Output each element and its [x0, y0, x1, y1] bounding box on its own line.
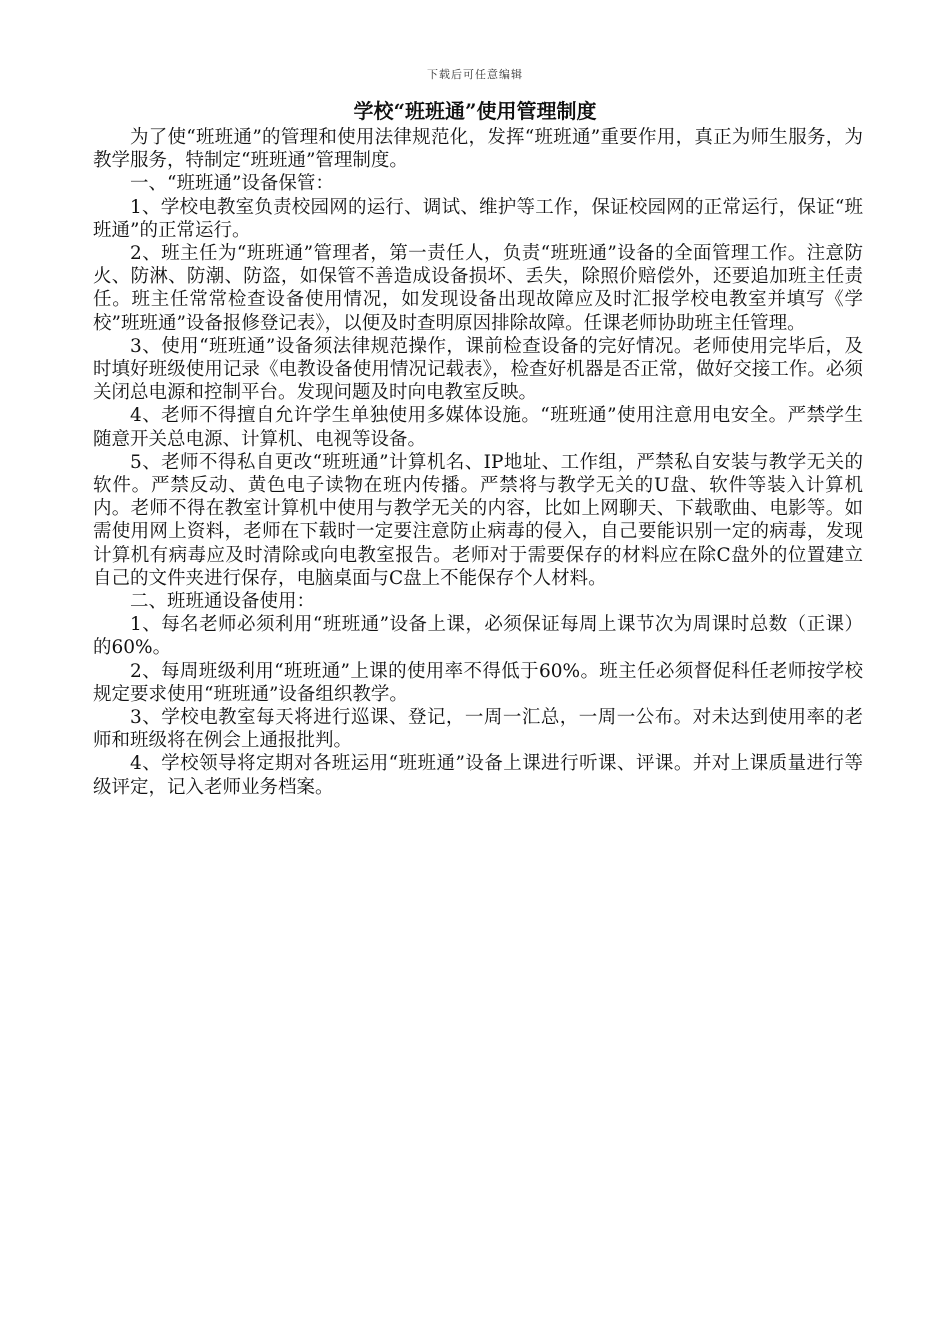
paragraph-intro: 为了使“班班通”的管理和使用法律规范化，发挥“班班通”重要作用，真正为师生服务，为教学服务，特制定“班班通”管理制度。 — [93, 127, 863, 172]
document-body — [93, 126, 863, 799]
paragraph-2-4: 4、学校领导将定期对各班运用“班班通”设备上课进行听课、评课。并对上课质量进行等级评定，记入老师业务档案。 — [93, 753, 863, 798]
section-heading-1: 一、“班班通”设备保管： — [130, 173, 334, 195]
paragraph-1-5: 5、老师不得私自更改“班班通”计算机名、IP地址、工作组，严禁私自安装与教学无关的软件。严禁反动、黄色电子读物在班内传播。严禁将与教学无关的U盘、软件等装入计算机内。老师不得在教室计算机中使用与教学无关的内容，比如上网聊天、下载歌曲、电影等。如需使用网上资料，老师在下载时一定要注意防止病毒的侵入，自己要能识别一定的病毒，发现计算机有病毒应及时清除或向电教室报告。老师对于需要保存的材料应在除C盘外的位置建立自己的文件夹进行保存，电脑桌面与C盘上不能保存个人材料。 — [93, 451, 863, 589]
paragraph-1-2: 2、班主任为“班班通”管理者，第一责任人，负责“班班通”设备的全面管理工作。注意防火、防淋、防潮、防盗，如保管不善造成设备损坏、丢失，除照价赔偿外，还要追加班主任责任。班主任常常检查设备使用情况，如发现设备出现故障应及时汇报学校电教室并填写《学校”班班通”设备报修登记表》，以便及时查明原因排除故障。任课老师协助班主任管理。 — [93, 243, 863, 334]
paragraph-1-3: 3、使用“班班通”设备须法律规范操作，课前检查设备的完好情况。老师使用完毕后，及时填好班级使用记录《电教设备使用情况记载表》，检查好机器是否正常，做好交接工作。必须关闭总电源和控制平台。发现问题及时向电教室反映。 — [93, 335, 863, 404]
paragraph-2-2: 2、每周班级利用“班班通”上课的使用率不得低于60%。班主任必须督促科任老师按学校规定要求使用“班班通”设备组织教学。 — [93, 660, 863, 705]
header-note: 下载后可任意编辑 — [427, 68, 523, 81]
paragraph-2-3: 3、学校电教室每天将进行巡课、登记，一周一汇总，一周一公布。对未达到使用率的老师和班级将在例会上通报批判。 — [93, 707, 863, 752]
paragraph-2-1: 1、每名老师必须利用“班班通”设备上课，必须保证每周上课节次为周课时总数（正课）的60%。 — [93, 614, 863, 659]
paragraph-1-4: 4、老师不得擅自允许学生单独使用多媒体设施。“班班通”使用注意用电安全。严禁学生随意开关总电源、计算机、电视等设备。 — [93, 405, 863, 450]
document-title: 学校“班班通”使用管理制度 — [353, 99, 597, 123]
section-heading-2: 二、班班通设备使用： — [130, 591, 316, 613]
paragraph-1-1: 1、学校电教室负责校园网的运行、调试、维护等工作，保证校园网的正常运行，保证“班班通”的正常运行。 — [93, 196, 863, 241]
